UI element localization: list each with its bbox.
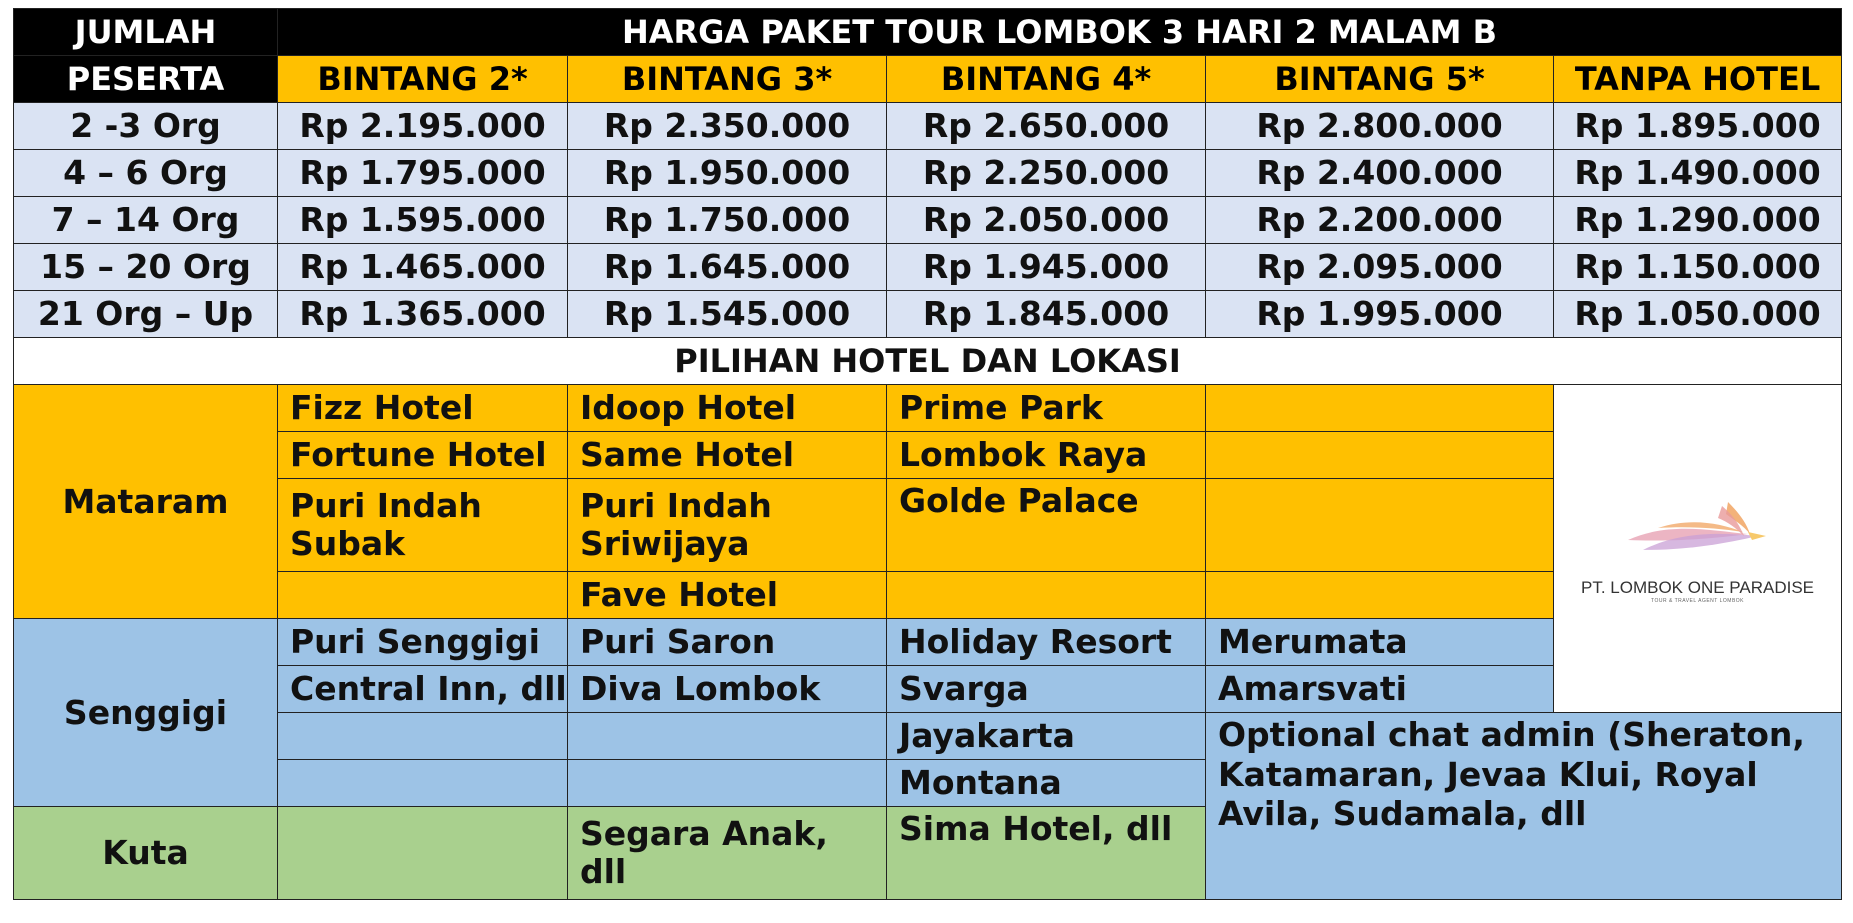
group-size-cell: 7 – 14 Org [14,197,278,244]
price-sheet [13,8,1841,910]
hotel-cell: Central Inn, dll [278,666,568,713]
price-cell: Rp 1.995.000 [1206,291,1554,338]
empty-cell [278,807,568,900]
column-header-bintang5: BINTANG 5* [1206,56,1554,103]
hotel-cell: Montana [887,760,1206,807]
empty-cell [568,760,887,807]
price-cell: Rp 1.150.000 [1554,244,1842,291]
hotel-cell: Same Hotel [568,432,887,479]
price-cell: Rp 1.845.000 [887,291,1206,338]
company-logo [1560,385,1835,712]
hotel-cell: Puri Senggigi [278,619,568,666]
group-size-cell: 4 – 6 Org [14,150,278,197]
column-header-tanpa-hotel: TANPA HOTEL [1554,56,1842,103]
price-cell: Rp 2.200.000 [1206,197,1554,244]
bird-logo-icon [1618,492,1778,572]
column-header-bintang4: BINTANG 4* [887,56,1206,103]
price-cell: Rp 1.895.000 [1554,103,1842,150]
price-cell: Rp 1.645.000 [568,244,887,291]
price-cell: Rp 1.290.000 [1554,197,1842,244]
hotel-cell: Puri Saron [568,619,887,666]
price-cell: Rp 2.400.000 [1206,150,1554,197]
price-cell: Rp 2.195.000 [278,103,568,150]
empty-cell [568,713,887,760]
hotel-cell: Lombok Raya [887,432,1206,479]
empty-cell [1206,385,1554,432]
hotel-cell: Golde Palace [887,479,1206,572]
hotel-cell: Merumata [1206,619,1554,666]
hotel-cell: Fortune Hotel [278,432,568,479]
price-cell: Rp 2.050.000 [887,197,1206,244]
group-size-cell: 21 Org – Up [14,291,278,338]
price-cell: Rp 1.750.000 [568,197,887,244]
price-cell: Rp 2.350.000 [568,103,887,150]
price-cell: Rp 1.490.000 [1554,150,1842,197]
price-cell: Rp 2.650.000 [887,103,1206,150]
empty-cell [887,572,1206,619]
empty-cell [1206,432,1554,479]
price-cell: Rp 2.800.000 [1206,103,1554,150]
hotel-cell: Idoop Hotel [568,385,887,432]
company-tagline: TOUR & TRAVEL AGENT LOMBOK [1651,598,1745,605]
hotel-cell: Holiday Resort [887,619,1206,666]
hotel-cell: Fizz Hotel [278,385,568,432]
hotel-cell: Segara Anak, dll [568,807,887,900]
price-cell: Rp 1.945.000 [887,244,1206,291]
location-label-senggigi: Senggigi [14,619,278,807]
price-row [14,197,1842,244]
location-label-mataram: Mataram [14,385,278,619]
price-cell: Rp 1.795.000 [278,150,568,197]
price-cell: Rp 1.365.000 [278,291,568,338]
hotel-cell: Sima Hotel, dll [887,807,1206,900]
hotel-cell: Jayakarta [887,713,1206,760]
hotel-cell: Amarsvati [1206,666,1554,713]
table-title: HARGA PAKET TOUR LOMBOK 3 HARI 2 MALAM B [278,9,1842,56]
location-label-kuta: Kuta [14,807,278,900]
hotel-cell: Diva Lombok [568,666,887,713]
hotels-section-title: PILIHAN HOTEL DAN LOKASI [14,338,1842,385]
column-header-bintang3: BINTANG 3* [568,56,887,103]
price-cell: Rp 2.250.000 [887,150,1206,197]
price-table [13,8,1842,900]
column-header-bintang2: BINTANG 2* [278,56,568,103]
price-row [14,150,1842,197]
empty-cell [278,572,568,619]
empty-cell [1206,572,1554,619]
participants-header-line2: PESERTA [14,56,278,103]
price-cell: Rp 1.545.000 [568,291,887,338]
price-cell: Rp 1.050.000 [1554,291,1842,338]
empty-cell [1206,479,1554,572]
logo-cell [1554,385,1842,713]
group-size-cell: 2 -3 Org [14,103,278,150]
price-row [14,291,1842,338]
price-cell: Rp 1.950.000 [568,150,887,197]
price-cell: Rp 2.095.000 [1206,244,1554,291]
empty-cell [278,713,568,760]
price-row [14,103,1842,150]
hotel-cell: Fave Hotel [568,572,887,619]
price-cell: Rp 1.595.000 [278,197,568,244]
group-size-cell: 15 – 20 Org [14,244,278,291]
price-row [14,244,1842,291]
optional-note: Optional chat admin (Sheraton, Katamaran, Jevaa Klui, Royal Avila, Sudamala, dll [1206,713,1842,900]
empty-cell [278,760,568,807]
hotel-cell: Puri Indah Sriwijaya [568,479,887,572]
hotel-cell: Puri Indah Subak [278,479,568,572]
participants-header-line1: JUMLAH [14,9,278,56]
hotel-cell: Prime Park [887,385,1206,432]
price-cell: Rp 1.465.000 [278,244,568,291]
hotel-cell: Svarga [887,666,1206,713]
company-name: PT. LOMBOK ONE PARADISE [1581,577,1815,597]
